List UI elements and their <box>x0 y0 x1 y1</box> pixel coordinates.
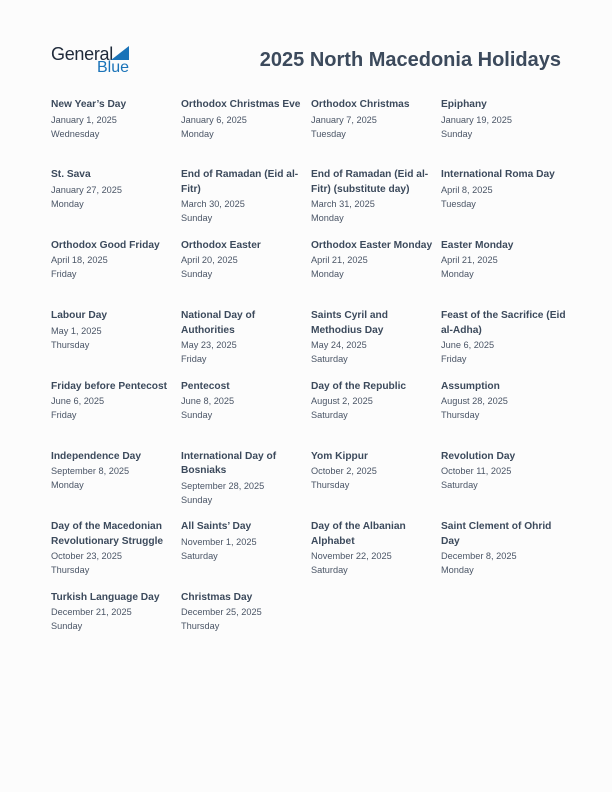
holiday-entry <box>441 520 571 590</box>
holiday-date: August 2, 2025 <box>311 396 373 407</box>
holiday-entry <box>51 168 181 238</box>
holiday-date: January 27, 2025 <box>51 184 123 195</box>
holiday-date: January 7, 2025 <box>311 114 377 125</box>
holiday-name: Saint Clement of Ohrid Day <box>441 521 552 547</box>
holiday-entry <box>181 450 311 520</box>
holiday-date: May 1, 2025 <box>51 325 102 336</box>
holiday-date: September 28, 2025 <box>181 480 265 491</box>
holiday-entry <box>181 591 311 661</box>
holiday-date: October 11, 2025 <box>441 466 512 477</box>
logo-blue-text: Blue <box>97 59 130 76</box>
page-title: 2025 North Macedonia Holidays <box>259 49 561 71</box>
holiday-date: December 21, 2025 <box>51 607 132 618</box>
holiday-name: Turkish Language Day <box>51 591 160 603</box>
holiday-entry <box>181 239 311 309</box>
holiday-date: May 24, 2025 <box>311 340 367 351</box>
holiday-weekday: Sunday <box>441 128 473 139</box>
holiday-entry <box>51 309 181 379</box>
holiday-date: October 23, 2025 <box>51 551 122 562</box>
holiday-name: Orthodox Good Friday <box>51 239 160 251</box>
holiday-name: Orthodox Christmas <box>311 99 410 110</box>
holiday-name: Christmas Day <box>181 591 253 603</box>
holiday-entry <box>51 239 181 309</box>
holiday-date: November 22, 2025 <box>311 551 392 562</box>
holiday-weekday: Saturday <box>311 354 348 365</box>
holiday-weekday: Sunday <box>181 213 213 224</box>
holiday-date: April 21, 2025 <box>311 255 368 266</box>
holiday-name: Revolution Day <box>441 450 516 462</box>
holiday-name: Day of the Albanian Alphabet <box>311 521 406 547</box>
holiday-entry <box>311 98 441 168</box>
holiday-weekday: Thursday <box>51 339 90 350</box>
holiday-entry <box>441 239 571 309</box>
holiday-name: New Year’s Day <box>51 99 127 110</box>
holiday-name: Yom Kippur <box>311 450 368 462</box>
holiday-name: Easter Monday <box>441 239 514 251</box>
holiday-entry <box>51 450 181 520</box>
holiday-weekday: Saturday <box>311 565 348 576</box>
holiday-date: May 23, 2025 <box>181 340 237 351</box>
holiday-name: Orthodox Christmas Eve <box>181 99 301 110</box>
holiday-entry <box>441 98 571 168</box>
holiday-weekday: Monday <box>311 269 344 280</box>
generalblue-logo <box>51 44 141 78</box>
holiday-entry <box>51 380 181 450</box>
holiday-date: March 31, 2025 <box>311 199 375 210</box>
holiday-date: June 6, 2025 <box>441 340 495 351</box>
holiday-date: April 18, 2025 <box>51 255 108 266</box>
holiday-entry <box>311 239 441 309</box>
holiday-date: January 6, 2025 <box>181 114 247 125</box>
holiday-entry <box>181 520 311 590</box>
holiday-name: Friday before Pentecost <box>51 380 168 392</box>
holiday-name: Independence Day <box>51 450 142 462</box>
holiday-date: September 8, 2025 <box>51 466 130 477</box>
holiday-entry <box>51 98 181 168</box>
holiday-entry <box>441 168 571 238</box>
holiday-name: Orthodox Easter Monday <box>311 239 433 251</box>
holiday-date: April 21, 2025 <box>441 255 498 266</box>
holiday-name: Orthodox Easter <box>181 239 261 251</box>
holiday-entry <box>441 380 571 450</box>
holiday-name: End of Ramadan (Eid al-Fitr) (substitute day) <box>311 169 429 195</box>
holiday-name: Day of the Republic <box>311 380 407 392</box>
holiday-weekday: Friday <box>51 410 77 421</box>
holiday-date: October 2, 2025 <box>311 466 377 477</box>
holiday-weekday: Thursday <box>441 410 480 421</box>
holiday-date: November 1, 2025 <box>181 536 257 547</box>
holiday-date: April 20, 2025 <box>181 255 238 266</box>
holiday-name: Saints Cyril and Methodius Day <box>311 310 388 336</box>
holiday-date: June 6, 2025 <box>51 396 105 407</box>
holiday-entry <box>441 309 571 379</box>
holiday-weekday: Thursday <box>51 565 90 576</box>
holiday-entry <box>181 309 311 379</box>
holiday-date: December 25, 2025 <box>181 607 262 618</box>
holiday-name: International Day of Bosniaks <box>181 450 277 477</box>
holiday-name: All Saints’ Day <box>181 521 252 533</box>
holiday-weekday: Saturday <box>181 550 218 561</box>
holiday-weekday: Wednesday <box>51 128 100 139</box>
holiday-weekday: Friday <box>51 269 77 280</box>
holiday-weekday: Monday <box>441 269 474 280</box>
holiday-weekday: Thursday <box>311 480 350 491</box>
holiday-name: End of Ramadan (Eid al-Fitr) <box>181 169 299 195</box>
holiday-date: June 8, 2025 <box>181 396 235 407</box>
holiday-weekday: Monday <box>311 213 344 224</box>
holiday-weekday: Tuesday <box>441 198 476 209</box>
holiday-entry <box>51 591 181 661</box>
holiday-name: Day of the Macedonian Revolutionary Struggle <box>51 521 164 547</box>
holiday-name: Epiphany <box>441 99 487 110</box>
holiday-date: January 19, 2025 <box>441 114 513 125</box>
holiday-date: December 8, 2025 <box>441 551 517 562</box>
holiday-name: St. Sava <box>51 169 91 181</box>
holiday-date: March 30, 2025 <box>181 199 245 210</box>
holiday-date: August 28, 2025 <box>441 396 508 407</box>
holiday-name: Feast of the Sacrifice (Eid al-Adha) <box>441 310 566 336</box>
holiday-weekday: Monday <box>441 565 474 576</box>
holiday-entry <box>311 309 441 379</box>
holiday-name: Assumption <box>441 380 500 392</box>
holiday-name: Labour Day <box>51 310 108 322</box>
holiday-entry <box>311 168 441 238</box>
holiday-weekday: Sunday <box>181 269 213 280</box>
holiday-entry <box>311 450 441 520</box>
logo-triangle-icon <box>111 46 129 60</box>
holiday-grid <box>51 98 571 661</box>
holiday-entry <box>51 520 181 590</box>
holiday-entry <box>181 98 311 168</box>
holiday-weekday: Tuesday <box>311 128 346 139</box>
holiday-weekday: Monday <box>51 480 84 491</box>
holiday-weekday: Sunday <box>181 494 213 505</box>
holiday-entry <box>311 380 441 450</box>
holiday-weekday: Thursday <box>181 621 220 632</box>
holiday-name: National Day of Authorities <box>181 310 256 336</box>
holiday-date: April 8, 2025 <box>441 184 493 195</box>
holiday-entry <box>441 450 571 520</box>
holiday-weekday: Sunday <box>181 410 213 421</box>
holiday-entry <box>181 380 311 450</box>
holiday-weekday: Monday <box>51 198 84 209</box>
holiday-name: Pentecost <box>181 380 230 392</box>
holiday-weekday: Saturday <box>311 410 348 421</box>
holiday-weekday: Friday <box>441 354 467 365</box>
logo-general-text: General <box>51 44 113 64</box>
holiday-weekday: Friday <box>181 354 207 365</box>
holiday-entry <box>311 520 441 590</box>
holiday-weekday: Saturday <box>441 480 478 491</box>
holiday-weekday: Monday <box>181 128 214 139</box>
holiday-name: International Roma Day <box>441 169 555 181</box>
holiday-date: January 1, 2025 <box>51 114 117 125</box>
holiday-weekday: Sunday <box>51 621 83 632</box>
holiday-entry <box>181 168 311 238</box>
